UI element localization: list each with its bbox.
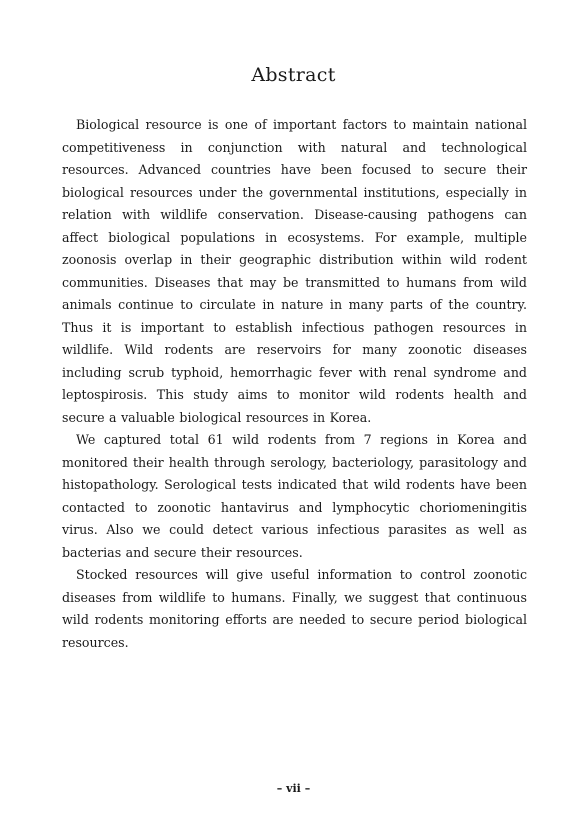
abstract-title: Abstract bbox=[251, 64, 336, 86]
abstract-paragraph-2: We captured total 61 wild rodents from 7 regions in Korea and monitored their health through serology, bacteriology, parasitology and histopathology. Serological tests indicated that wild rodents have been contacted to zoonotic hantavirus and lymphocytic choriomeningitis virus. Also we could detect various infectious parasites as well as bacterias and secure their resources. bbox=[62, 432, 527, 560]
page-number: – vii – bbox=[276, 782, 311, 795]
abstract-paragraph-3: Stocked resources will give useful information to control zoonotic diseases from wildlife to humans. Finally, we suggest that continuous wild rodents monitoring efforts are needed to secure period biological resources. bbox=[62, 567, 527, 650]
abstract-paragraph-1: Biological resource is one of important factors to maintain national competitiveness in conjunction with natural and technological resources. Advanced countries have been focused to secure their biological resources under the governmental institutions, especially in relation with wildlife conservation. Disease-causing pathogens can affect biological populations in ecosystems. For example, multiple zoonosis overlap in their geographic distribution within wild rodent communities. Diseases that may be transmitted to humans from wild animals continue to circulate in nature in many parts of the country. Thus it is important to establish infectious pathogen resources in wildlife. Wild rodents are reservoirs for many zoonotic diseases including scrub typhoid, hemorrhagic fever with renal syndrome and leptospirosis. This study aims to monitor wild rodents health and secure a valuable biological resources in Korea. bbox=[62, 117, 527, 425]
abstract-body bbox=[62, 114, 527, 654]
